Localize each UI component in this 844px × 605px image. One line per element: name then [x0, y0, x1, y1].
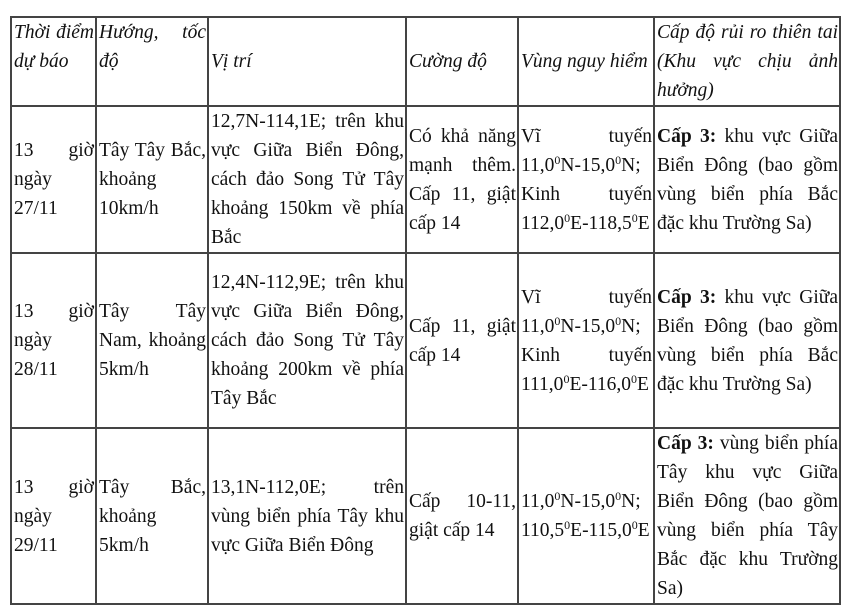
- danger-zone-text: Vĩ tuyến 11,0: [521, 286, 652, 337]
- danger-zone-text: E: [637, 373, 649, 395]
- danger-zone-text: N; 110,5: [521, 491, 641, 541]
- header-row: [11, 17, 840, 106]
- degree-superscript: 0: [563, 371, 570, 386]
- risk-area: vùng biển phía Tây khu vực Giữa Biển Đông (bao gồm vùng biển phía Tây Bắc đặc khu Trường Sa): [657, 433, 838, 599]
- header-time: Thời điểm dự báo: [11, 17, 96, 106]
- risk-level: Cấp 3:: [657, 433, 714, 454]
- table-row: [11, 253, 840, 428]
- position-cell: 12,7N-114,1E; trên khu vực Giữa Biển Đông, cách đảo Song Tử Tây khoảng 150km về phía Bắc: [208, 106, 406, 253]
- degree-superscript: 0: [554, 313, 561, 328]
- danger-zone-cell: [518, 106, 654, 253]
- danger-zone-text: N-15,0: [560, 491, 616, 512]
- danger-zone-cell: [518, 428, 654, 604]
- degree-superscript: 0: [554, 489, 561, 503]
- header-intensity: Cường độ: [406, 17, 518, 106]
- direction-cell: Tây Bắc, khoảng 5km/h: [96, 428, 208, 604]
- header-position: Vị trí: [208, 17, 406, 106]
- risk-level: Cấp 3:: [657, 125, 717, 147]
- storm-forecast-table: [10, 16, 841, 605]
- position-cell: 13,1N-112,0E; trên vùng biển phía Tây khu vực Giữa Biển Đông: [208, 428, 406, 604]
- risk-cell: [654, 106, 840, 253]
- time-cell: 13 giờ ngày 28/11: [11, 253, 96, 428]
- risk-cell: [654, 428, 840, 604]
- direction-cell: Tây Tây Bắc, khoảng 10km/h: [96, 106, 208, 253]
- degree-superscript: 0: [615, 313, 622, 328]
- risk-cell: [654, 253, 840, 428]
- danger-zone-text: N-15,0: [560, 315, 616, 337]
- degree-superscript: 0: [615, 152, 622, 167]
- danger-zone-text: E-118,5: [570, 212, 632, 234]
- danger-zone-text: E: [637, 212, 650, 234]
- danger-zone-text: Vĩ tuyến 11,0: [521, 125, 652, 176]
- degree-superscript: 0: [631, 371, 637, 386]
- table-row: [11, 428, 840, 604]
- position-cell: 12,4N-112,9E; trên khu vực Giữa Biển Đông, cách đảo Song Tử Tây khoảng 200km về phía Tây Bắc: [208, 253, 406, 428]
- degree-superscript: 0: [631, 518, 638, 532]
- degree-superscript: 0: [615, 489, 622, 503]
- danger-zone-text: N; Kinh tuyến 112,0: [521, 154, 652, 234]
- danger-zone-text: E-115,0: [570, 520, 632, 541]
- header-danger-zone: Vùng nguy hiểm: [518, 17, 654, 106]
- danger-zone-text: E: [637, 520, 650, 541]
- header-risk-level: Cấp độ rủi ro thiên tai (Khu vực chịu ảnh hưởng): [654, 17, 840, 106]
- danger-zone-text: N-15,0: [560, 154, 616, 176]
- time-cell: 13 giờ ngày 27/11: [11, 106, 96, 253]
- intensity-cell: Cấp 11, giật cấp 14: [406, 253, 518, 428]
- intensity-cell: Cấp 10-11, giật cấp 14: [406, 428, 518, 604]
- degree-superscript: 0: [631, 210, 638, 225]
- time-cell: 13 giờ ngày 29/11: [11, 428, 96, 604]
- degree-superscript: 0: [554, 152, 561, 167]
- degree-superscript: 0: [564, 518, 571, 532]
- intensity-cell: Có khả năng mạnh thêm. Cấp 11, giật cấp 14: [406, 106, 518, 253]
- danger-zone-text: N; Kinh tuyến 111,0: [521, 315, 652, 395]
- risk-level: Cấp 3:: [657, 286, 717, 308]
- danger-zone-cell: [518, 253, 654, 428]
- danger-zone-text: E-116,0: [569, 373, 631, 395]
- risk-area: khu vực Giữa Biển Đông (bao gồm vùng biển phía Bắc đặc khu Trường Sa): [657, 125, 838, 234]
- degree-superscript: 0: [564, 210, 571, 225]
- table-row: [11, 106, 840, 253]
- header-direction: Hướng, tốc độ: [96, 17, 208, 106]
- danger-zone-text: 11,0: [521, 491, 555, 512]
- direction-cell: Tây Tây Nam, khoảng 5km/h: [96, 253, 208, 428]
- risk-area: khu vực Giữa Biển Đông (bao gồm vùng biển phía Bắc đặc khu Trường Sa): [657, 286, 838, 395]
